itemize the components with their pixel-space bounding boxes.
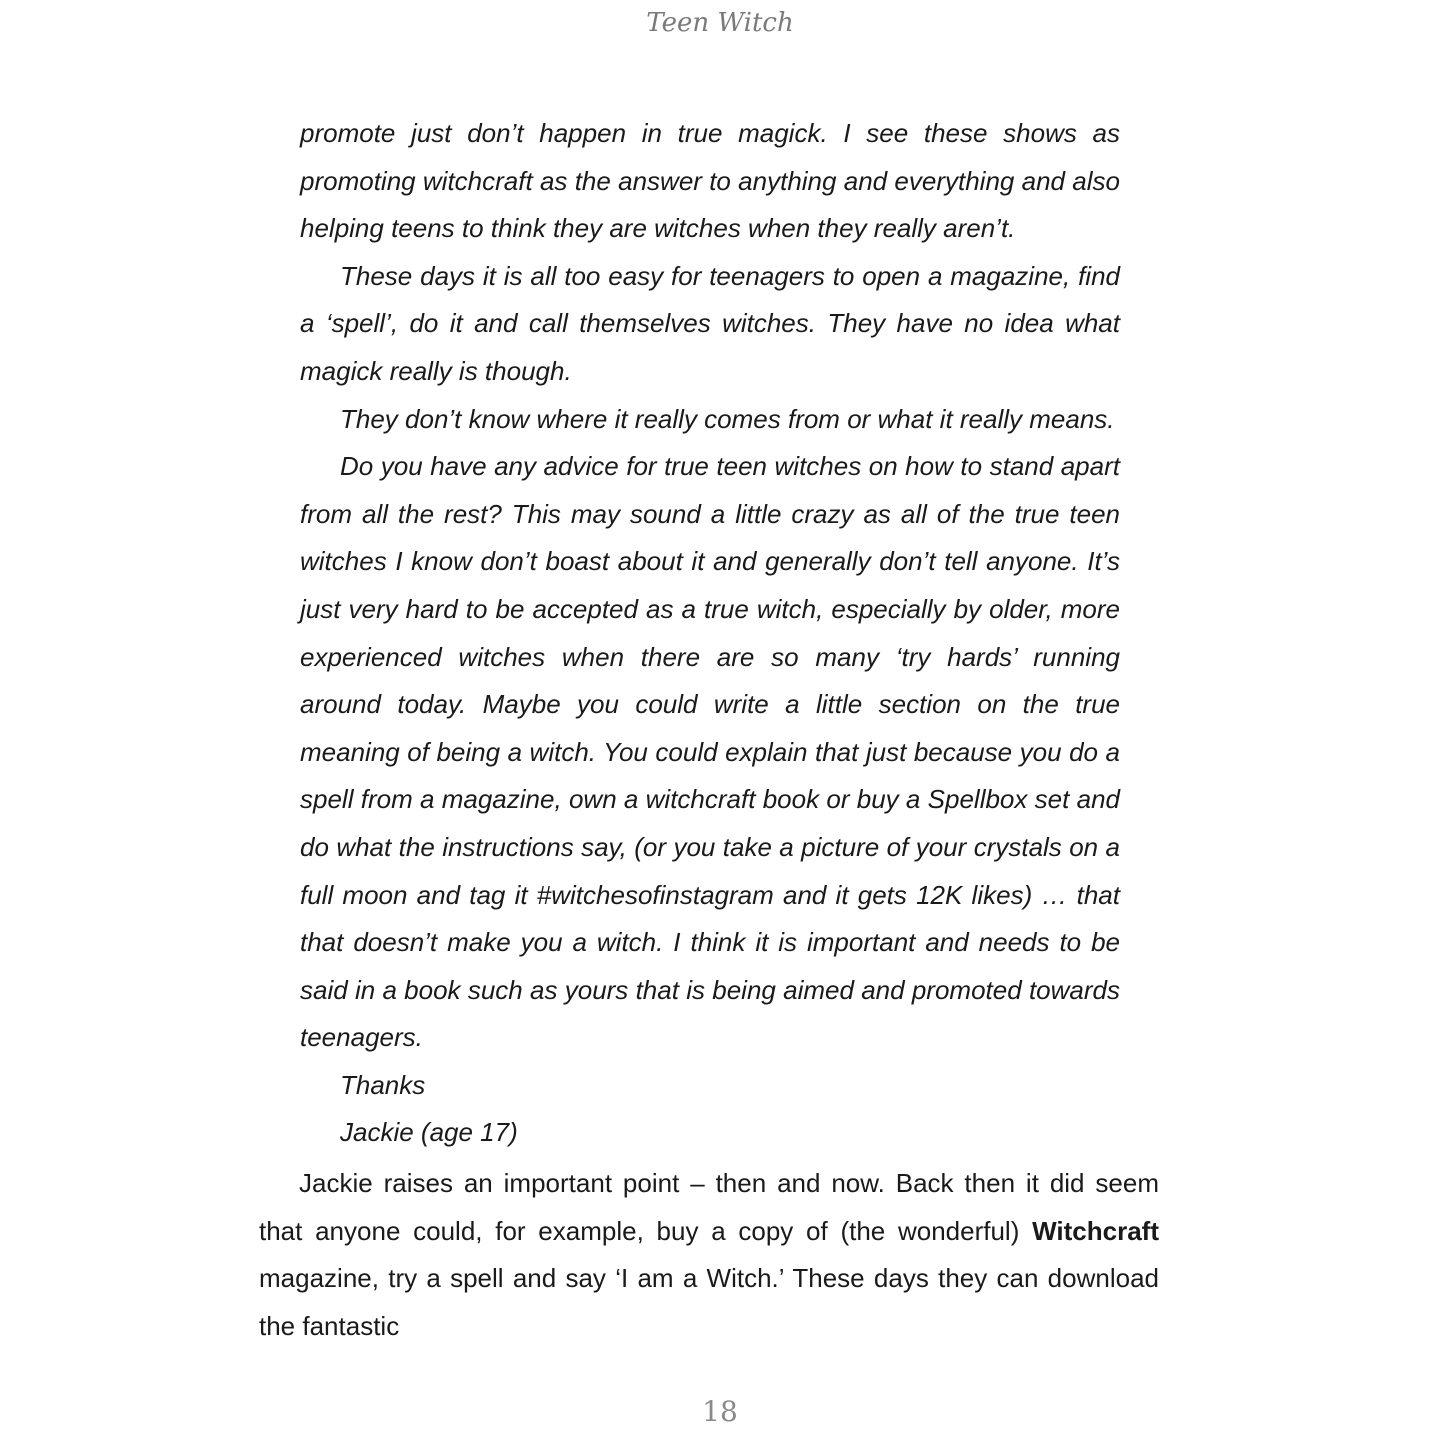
body-text [259,1160,1159,1350]
running-head: Teen Witch [646,8,794,38]
letter-paragraph: Do you have any advice for true teen witches on how to stand apart from all the rest? This may sound a little crazy as all of the true teen witches I know don’t boast about it and generally don’t tell anyone. It’s just very hard to be accepted as a true witch, especially by older, more experienced witches when there are so many ‘try hards’ running around today. Maybe you could write a little section on the true meaning of being a witch. You could explain that just because you do a spell from a magazine, own a witchcraft book or buy a Spellbox set and do what the instructions say, (or you take a picture of your crystals on a full moon and tag it #witchesofinstagram and it gets 12K likes) … that that doesn’t make you a witch. I think it is important and needs to be said in a book such as yours that is being aimed and promoted towards teenagers. [300,451,1120,1053]
letter-signoff: Thanks [340,1069,426,1100]
letter-signature: Jackie (age 17) [340,1117,518,1148]
magazine-title: Witchcraft [1032,1215,1159,1246]
quoted-letter [300,110,1120,1157]
letter-paragraph: promote just don’t happen in true magick. I see these shows as promoting witchcraft as the answer to anything and everything and also helping teens to think they are witches when they really aren’t. [300,118,1120,244]
body-text-lead: Jackie raises an important point – then and now. Back then it did seem that anyone could, for example, buy a copy of (the wonderful) [259,1168,1159,1246]
body-text-tail: magazine, try a spell and say ‘I am a Witch.’ These days they can download the fantastic [259,1263,1159,1341]
letter-paragraph: These days it is all too easy for teenagers to open a magazine, find a ‘spell’, do it and call themselves witches. They have no idea what magick really is though. [300,260,1120,386]
letter-paragraph: They don’t know where it really comes from or what it really means. [340,403,1115,434]
body-paragraph [259,1160,1159,1350]
page-number: 18 [702,1395,738,1428]
